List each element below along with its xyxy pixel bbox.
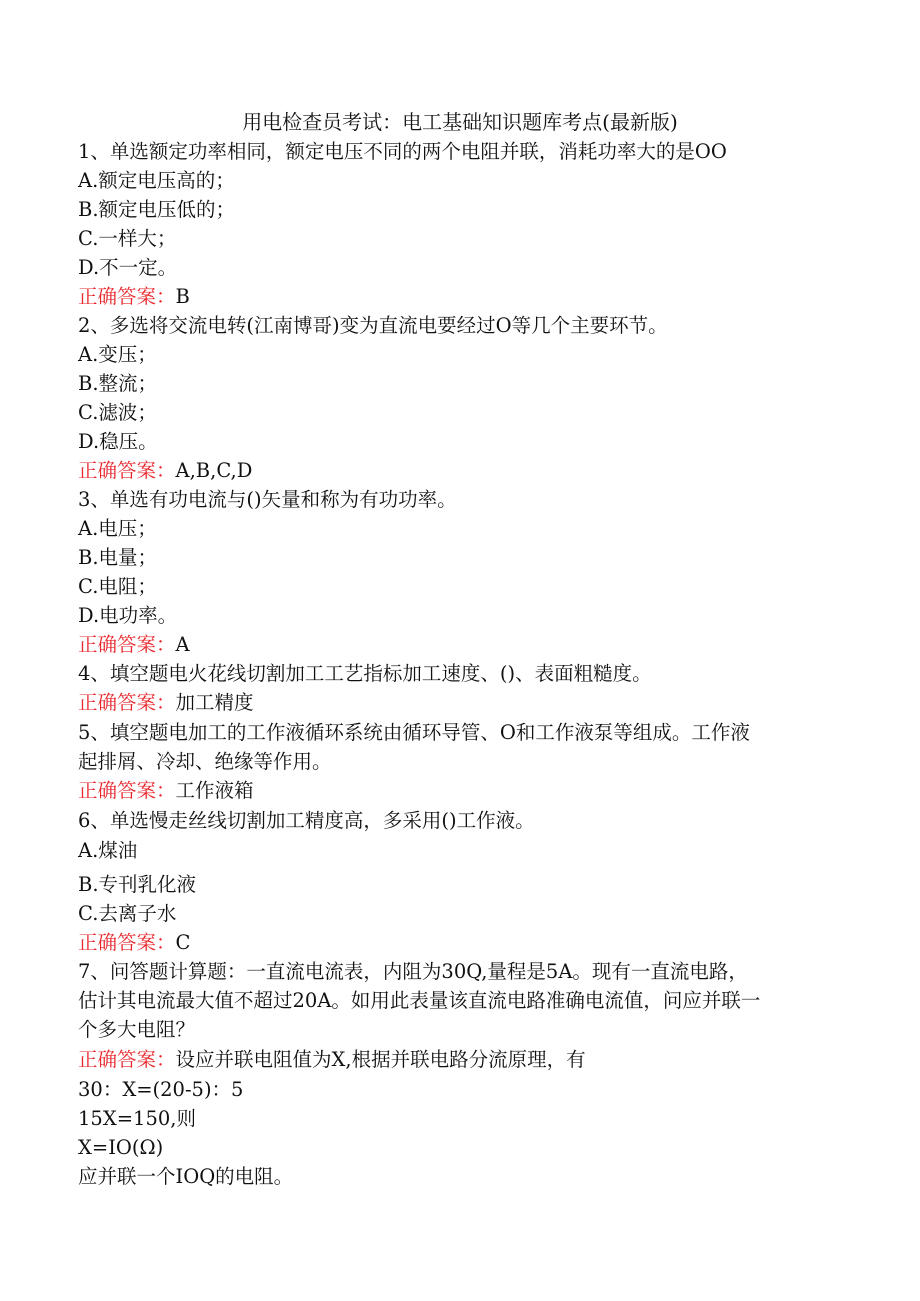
- question-7-stem-line-2: 估计其电流最大值不超过20A。如用此表量该直流电路准确电流值，问应并联一: [78, 989, 761, 1012]
- question-7-stem-line-1: 7、问答题计算题：一直流电流表，内阻为30Q,量程是5A。现有一直流电路，: [78, 960, 748, 983]
- answer-label: 正确答案：: [78, 691, 176, 714]
- question-2-option-c: C.滤波；: [78, 401, 157, 424]
- question-7-answer: [78, 1046, 858, 1074]
- question-6-stem: 6、单选慢走丝线切割加工精度高，多采用()工作液。: [78, 809, 535, 832]
- answer-label: 正确答案：: [78, 633, 176, 656]
- question-3-option-d: D.电功率。: [78, 604, 178, 627]
- answer-label: 正确答案：: [78, 931, 176, 954]
- question-1-option-a: A.额定电压高的；: [78, 169, 235, 192]
- question-1-option-b: B.额定电压低的；: [78, 198, 236, 221]
- question-6-option-b: B.专刊乳化液: [78, 873, 197, 896]
- answer-value: 工作液箱: [175, 779, 254, 802]
- question-5-stem-line-2: 起排屑、冷却、绝缘等作用。: [78, 750, 332, 773]
- answer-label: 正确答案：: [78, 285, 176, 308]
- answer-value: 设应并联电阻值为X,根据并联电路分流原理，有: [175, 1048, 586, 1071]
- question-2-option-a: A.变压；: [78, 343, 157, 366]
- question-2-answer: [78, 457, 858, 485]
- question-2-option-b: B.整流；: [78, 372, 158, 395]
- answer-label: 正确答案：: [78, 1048, 176, 1071]
- question-2-stem: 2、多选将交流电转(江南博哥)变为直流电要经过O等几个主要环节。: [78, 314, 668, 337]
- answer-value: B: [175, 285, 190, 308]
- question-3-option-b: B.电量；: [78, 546, 158, 569]
- question-7-answer-line-5: 应并联一个IOQ的电阻。: [78, 1165, 294, 1188]
- question-1-stem: 1、单选额定功率相同，额定电压不同的两个电阻并联，消耗功率大的是OO: [78, 140, 727, 163]
- document-title: 用电检查员考试：电工基础知识题库考点(最新版): [242, 110, 678, 134]
- answer-value: 加工精度: [175, 691, 254, 714]
- question-2-option-d: D.稳压。: [78, 430, 158, 453]
- question-3-stem: 3、单选有功电流与()矢量和称为有功功率。: [78, 488, 457, 511]
- question-4-answer: [78, 689, 858, 717]
- question-5-stem-line-1: 5、填空题电加工的工作液循环系统由循环导管、O和工作液泵等组成。工作液: [78, 721, 750, 744]
- question-1-option-c: C.一样大；: [78, 227, 177, 250]
- question-1-option-d: D.不一定。: [78, 256, 178, 279]
- question-7-answer-line-3: 15X=150,则: [78, 1107, 196, 1130]
- question-3-option-c: C.电阻；: [78, 575, 157, 598]
- question-1-answer: [78, 283, 858, 311]
- answer-value: A,B,C,D: [175, 459, 253, 482]
- answer-value: C: [175, 931, 191, 954]
- answer-label: 正确答案：: [78, 459, 176, 482]
- question-4-stem: 4、填空题电火花线切割加工工艺指标加工速度、()、表面粗糙度。: [78, 662, 652, 685]
- answer-value: A: [175, 633, 190, 656]
- question-3-answer: [78, 631, 858, 659]
- question-7-stem-line-3: 个多大电阻？: [78, 1018, 196, 1041]
- question-3-option-a: A.电压；: [78, 517, 157, 540]
- question-7-answer-line-4: X=IO(Ω): [78, 1136, 164, 1159]
- question-6-answer: [78, 929, 858, 957]
- question-7-answer-line-2: 30：X=(20-5)：5: [78, 1078, 244, 1101]
- question-6-option-a: A.煤油: [78, 839, 138, 862]
- answer-label: 正确答案：: [78, 779, 176, 802]
- question-6-option-c: C.去离子水: [78, 902, 177, 925]
- question-5-answer: [78, 777, 858, 805]
